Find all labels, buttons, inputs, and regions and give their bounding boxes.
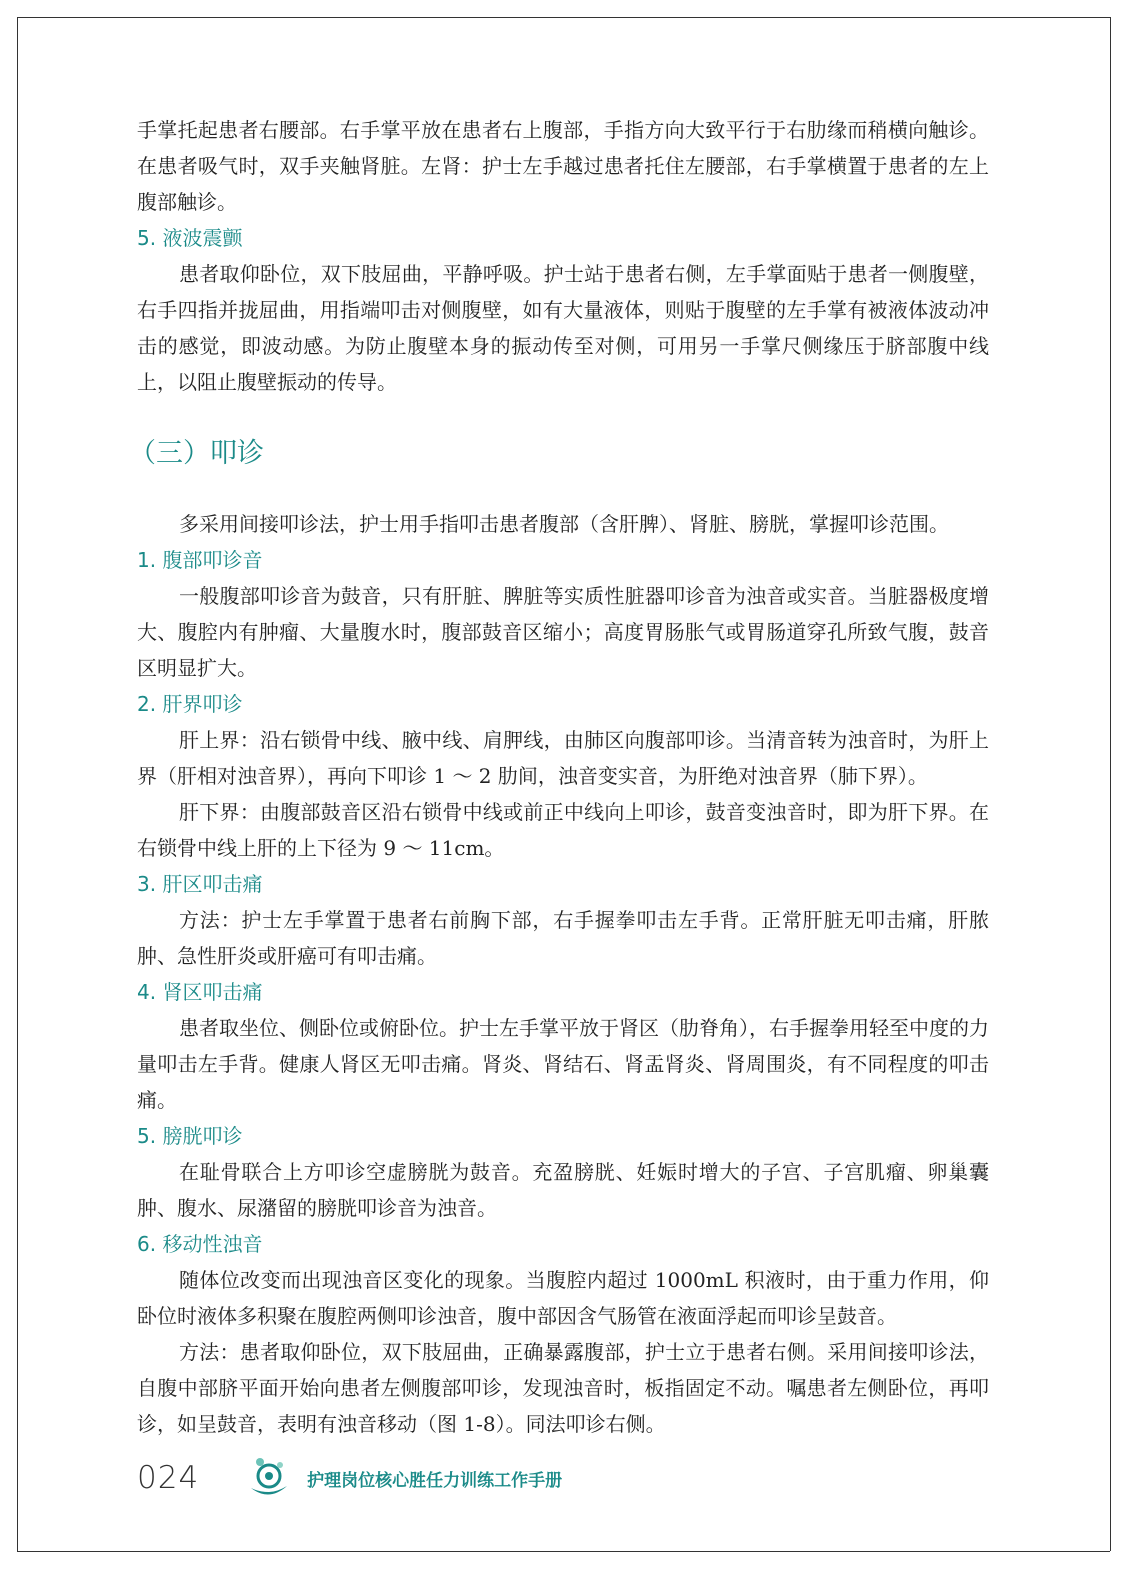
page-number: 024 [137,1460,200,1496]
book-logo-icon [247,1456,291,1500]
paragraph-liver-tenderness: 方法：护士左手掌置于患者右前胸下部，右手握拳叩击左手背。正常肝脏无叩击痛，肝脓肿、急性肝炎或肝癌可有叩击痛。 [137,908,989,968]
section-heading-liver-border: 2. 肝界叩诊 [137,692,243,716]
section-heading-bladder: 5. 膀胱叩诊 [137,1124,243,1148]
page-footer [137,1452,562,1504]
paragraph-liver-upper: 肝上界：沿右锁骨中线、腋中线、肩胛线，由肺区向腹部叩诊。当清音转为浊音时，为肝上界（肝相对浊音界），再向下叩诊 1 ～ 2 肋间，浊音变实音，为肝绝对浊音界（肺下界）。 [137,728,989,788]
paragraph-kidney-tenderness: 患者取坐位、侧卧位或俯卧位。护士左手掌平放于肾区（肋脊角），右手握拳用轻至中度的力量叩击左手背。健康人肾区无叩击痛。肾炎、肾结石、肾盂肾炎、肾周围炎，有不同程度的叩击痛。 [137,1016,989,1112]
section-heading-shifting-dullness: 6. 移动性浊音 [137,1232,263,1256]
page-border-bottom [17,1551,1110,1552]
paragraph-shifting-method: 方法：患者取仰卧位，双下肢屈曲，正确暴露腹部，护士立于患者右侧。采用间接叩诊法，自腹中部脐平面开始向患者左侧腹部叩诊，发现浊音时，板指固定不动。嘱患者左侧卧位，再叩诊，如呈鼓音，表明有浊音移动（图 1-8）。同法叩诊右侧。 [137,1340,989,1436]
section-heading-fluid-wave: 5. 液波震颤 [137,226,243,250]
chapter-heading-percussion: （三）叩诊 [129,438,264,469]
paragraph-shifting-dullness: 随体位改变而出现浊音区变化的现象。当腹腔内超过 1000mL 积液时，由于重力作用，仰卧位时液体多积聚在腹腔两侧叩诊浊音，腹中部因含气肠管在液面浮起而叩诊呈鼓音。 [137,1268,989,1328]
paragraph-bladder: 在耻骨联合上方叩诊空虚膀胱为鼓音。充盈膀胱、妊娠时增大的子宫、子宫肌瘤、卵巢囊肿、腹水、尿潴留的膀胱叩诊音为浊音。 [137,1160,989,1220]
page-content [129,112,989,1442]
section-heading-kidney-tenderness: 4. 肾区叩击痛 [137,980,263,1004]
section-heading-abdominal-percussion: 1. 腹部叩诊音 [137,548,263,572]
section-heading-liver-tenderness: 3. 肝区叩击痛 [137,872,263,896]
page-border-top [17,17,1110,18]
paragraph-abdominal-percussion: 一般腹部叩诊音为鼓音，只有肝脏、脾脏等实质性脏器叩诊音为浊音或实音。当脏器极度增大、腹腔内有肿瘤、大量腹水时，腹部鼓音区缩小；高度胃肠胀气或胃肠道穿孔所致气腹，鼓音区明显扩大。 [137,584,989,680]
book-title: 护理岗位核心胜任力训练工作手册 [307,1470,563,1491]
paragraph-liver-lower: 肝下界：由腹部鼓音区沿右锁骨中线或前正中线向上叩诊，鼓音变浊音时，即为肝下界。在右锁骨中线上肝的上下径为 9 ～ 11cm。 [137,800,989,860]
paragraph-intro: 多采用间接叩诊法，护士用手指叩击患者腹部（含肝脾）、肾脏、膀胱，掌握叩诊范围。 [179,512,949,536]
paragraph-fluid-wave: 患者取仰卧位，双下肢屈曲，平静呼吸。护士站于患者右侧，左手掌面贴于患者一侧腹壁，右手四指并拢屈曲，用指端叩击对侧腹壁，如有大量液体，则贴于腹壁的左手掌有被液体波动冲击的感觉，即波动感。为防止腹壁本身的振动传至对侧，可用另一手掌尺侧缘压于脐部腹中线上，以阻止腹壁振动的传导。 [137,262,989,394]
page-border-right [1110,17,1111,1551]
page-border-left [17,17,18,1551]
paragraph-continued: 手掌托起患者右腰部。右手掌平放在患者右上腹部，手指方向大致平行于右肋缘而稍横向触诊。在患者吸气时，双手夹触肾脏。左肾：护士左手越过患者托住左腰部，右手掌横置于患者的左上腹部触诊。 [137,118,989,214]
